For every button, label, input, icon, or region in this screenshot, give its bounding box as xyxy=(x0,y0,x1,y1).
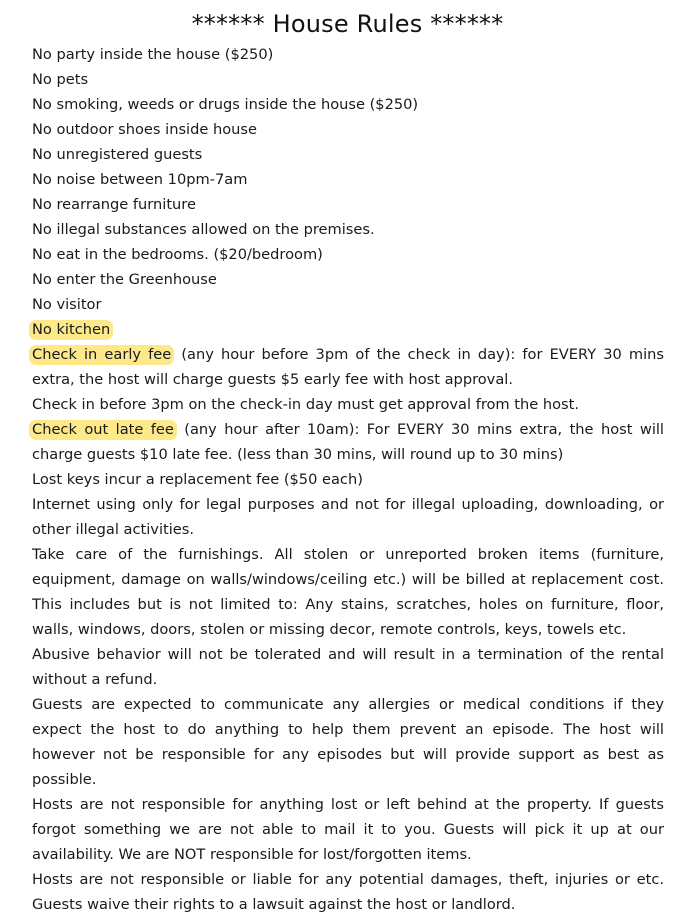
rule-item xyxy=(32,167,664,192)
rule-text: (any hour before 3pm of the check in day): for EVERY 30 mins extra, the host will charge guests $5 early fee with host approval. xyxy=(32,346,665,388)
rule-text: Lost keys incur a replacement fee ($50 each) xyxy=(32,471,363,488)
rule-text: No noise between 10pm-7am xyxy=(32,171,248,188)
rule-text: No illegal substances allowed on the premises. xyxy=(32,221,375,238)
rule-text: No pets xyxy=(32,71,89,88)
rule-item xyxy=(32,192,664,217)
rule-text: No party inside the house ($250) xyxy=(32,46,274,63)
rule-text: No unregistered guests xyxy=(32,146,203,163)
rule-text: Take care of the furnishings. All stolen or unreported broken items (furniture, equipment, damage on walls/windows/ceiling etc.) will be billed at replacement cost. This includes but is not limited to: Any stains, scratches, holes on furniture, floor, walls, windows, doors, stolen or missing decor, remote controls, keys, towels etc. xyxy=(32,546,664,638)
rule-item xyxy=(32,417,664,467)
rules-list xyxy=(32,42,664,917)
rule-item xyxy=(32,692,664,792)
rule-text: Hosts are not responsible for anything lost or left behind at the property. If guests forgot something we are not able to mail it to you. Guests will pick it up at our availability. We are NOT responsible for lost/forgotten items. xyxy=(32,796,664,863)
rule-item xyxy=(32,492,664,542)
rule-item xyxy=(32,267,664,292)
rule-item xyxy=(32,317,664,342)
rule-item xyxy=(32,67,664,92)
rule-text: Internet using only for legal purposes and not for illegal uploading, downloading, or other illegal activities. xyxy=(32,496,664,538)
rule-item xyxy=(32,217,664,242)
rule-text: Abusive behavior will not be tolerated and will result in a termination of the rental without a refund. xyxy=(32,646,664,688)
rule-highlight: No kitchen xyxy=(29,320,113,340)
rule-item xyxy=(32,292,664,317)
rule-item xyxy=(32,92,664,117)
rule-item xyxy=(32,792,664,867)
rule-text: No outdoor shoes inside house xyxy=(32,121,257,138)
rule-item xyxy=(32,242,664,267)
rule-text: No visitor xyxy=(32,296,102,313)
rule-highlight: Check in early fee xyxy=(29,345,174,365)
rule-item xyxy=(32,42,664,67)
rule-item xyxy=(32,142,664,167)
rule-item xyxy=(32,467,664,492)
page-title: ****** House Rules ****** xyxy=(191,10,504,38)
rule-item xyxy=(32,642,664,692)
rule-text: No enter the Greenhouse xyxy=(32,271,217,288)
rule-text: (any hour after 10am): For EVERY 30 mins extra, the host will charge guests $10 late fee. (less than 30 mins, will round up to 30 mins) xyxy=(32,421,664,463)
rule-item xyxy=(32,542,664,642)
rule-text: No smoking, weeds or drugs inside the house ($250) xyxy=(32,96,419,113)
rule-highlight: Check out late fee xyxy=(29,420,177,440)
rule-text: No rearrange furniture xyxy=(32,196,196,213)
rule-text: Check in before 3pm on the check-in day must get approval from the host. xyxy=(32,396,580,413)
rule-item xyxy=(32,342,664,392)
rule-text: Guests are expected to communicate any allergies or medical conditions if they expect the host to do anything to help them prevent an episode. The host will however not be responsible for any episodes but will provide support as best as possible. xyxy=(32,696,664,788)
rule-item xyxy=(32,392,664,417)
rule-text: No eat in the bedrooms. ($20/bedroom) xyxy=(32,246,323,263)
rule-item xyxy=(32,867,664,917)
rule-item xyxy=(32,117,664,142)
rule-text: Hosts are not responsible or liable for any potential damages, theft, injuries or etc. Guests waive their rights to a lawsuit against the host or landlord. xyxy=(32,871,664,913)
